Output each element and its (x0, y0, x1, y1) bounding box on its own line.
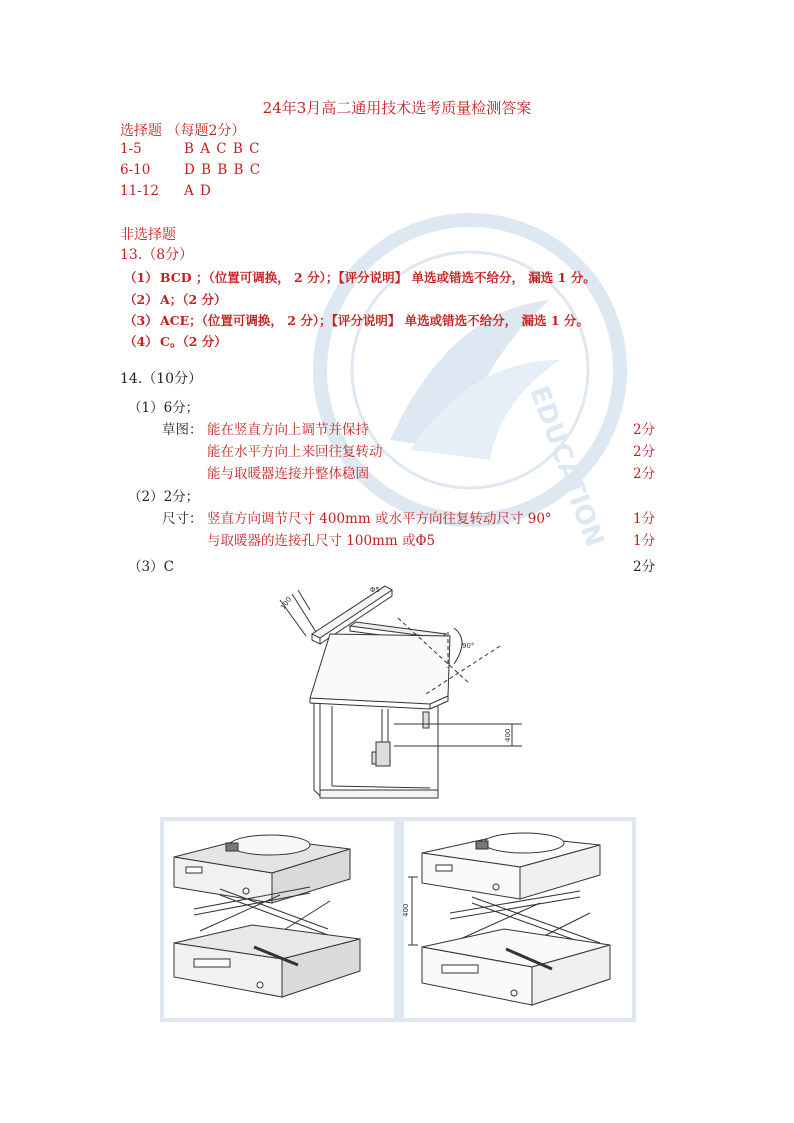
q14-part2-label: （2）2分； (128, 489, 200, 505)
design-sketch-figure (270, 576, 525, 808)
q13-item-3-text: ACE；（位置可调换， 2 分）；【评分说明】 单选或错选不给分， 漏选 1 分。 (160, 313, 589, 328)
q14-sketch-item-1: 能在竖直方向上调节并保持 (207, 422, 369, 438)
q13-item-1-num: （1） (124, 270, 158, 285)
q14-size-label: 尺寸： (162, 511, 203, 527)
q14-size-item-1: 竖直方向调节尺寸 400mm 或水平方向往复转动尺寸 90° (207, 511, 552, 527)
q13-item-2-text: A；（2 分） (160, 292, 227, 307)
dim-400-label-b: 400 (402, 903, 410, 917)
q14-sketch-points-1: 2分 (633, 422, 656, 438)
q14-sketch-item-3: 能与取暖器连接并整体稳固 (207, 466, 369, 482)
scissor-lift-renders (160, 817, 636, 1022)
q13-item-4-num: （4） (124, 334, 158, 349)
nonchoice-header: 非选择题 (120, 227, 176, 243)
q14-sketch-points-2: 2分 (633, 444, 656, 460)
q14-size-item-2: 与取暖器的连接孔尺寸 100mm 或Φ5 (207, 533, 436, 549)
dim-400-label: 400 (504, 728, 512, 742)
q14-sketch-label: 草图： (162, 422, 203, 438)
choice-range-3: 11-12 (120, 183, 159, 199)
choice-answers-3: A D (184, 183, 212, 199)
q13-item-4-text: C。（2 分） (160, 334, 227, 349)
q13-item-1-text: BCD ；（位置可调换， 2 分）；【评分说明】 单选或错选不给分， 漏选 1 分。 (160, 270, 596, 285)
q13-header: 13.（8分） (120, 247, 194, 263)
q14-part3-points: 2分 (633, 559, 656, 575)
dim-phi5-label: Φ5 (370, 586, 380, 594)
q14-sketch-points-3: 2分 (633, 466, 656, 482)
choice-answers-1: B A C B C (184, 141, 261, 157)
q14-header: 14.（10分） (120, 371, 203, 387)
q14-part1-label: （1）6分； (128, 400, 200, 416)
page-title: 24年3月高二通用技术选考质量检测答案 (262, 99, 532, 117)
dim-90-label: 90° (462, 642, 475, 650)
svg-text:EDUCATION: EDUCATION (523, 382, 610, 552)
choice-range-1: 1-5 (120, 141, 142, 157)
q13-item-2-num: （2） (124, 292, 158, 307)
q14-part3-label: （3）C (128, 559, 174, 575)
dim-100-label: 100 (279, 595, 294, 612)
choice-header: 选择题 （每题2分） (120, 123, 246, 139)
q13-item-3-num: （3） (124, 313, 158, 328)
q14-size-points-2: 1分 (633, 533, 656, 549)
choice-range-2: 6-10 (120, 162, 151, 178)
choice-answers-2: D B B B C (184, 162, 262, 178)
q14-size-points-1: 1分 (633, 511, 656, 527)
q14-sketch-item-2: 能在水平方向上来回往复转动 (207, 444, 383, 460)
